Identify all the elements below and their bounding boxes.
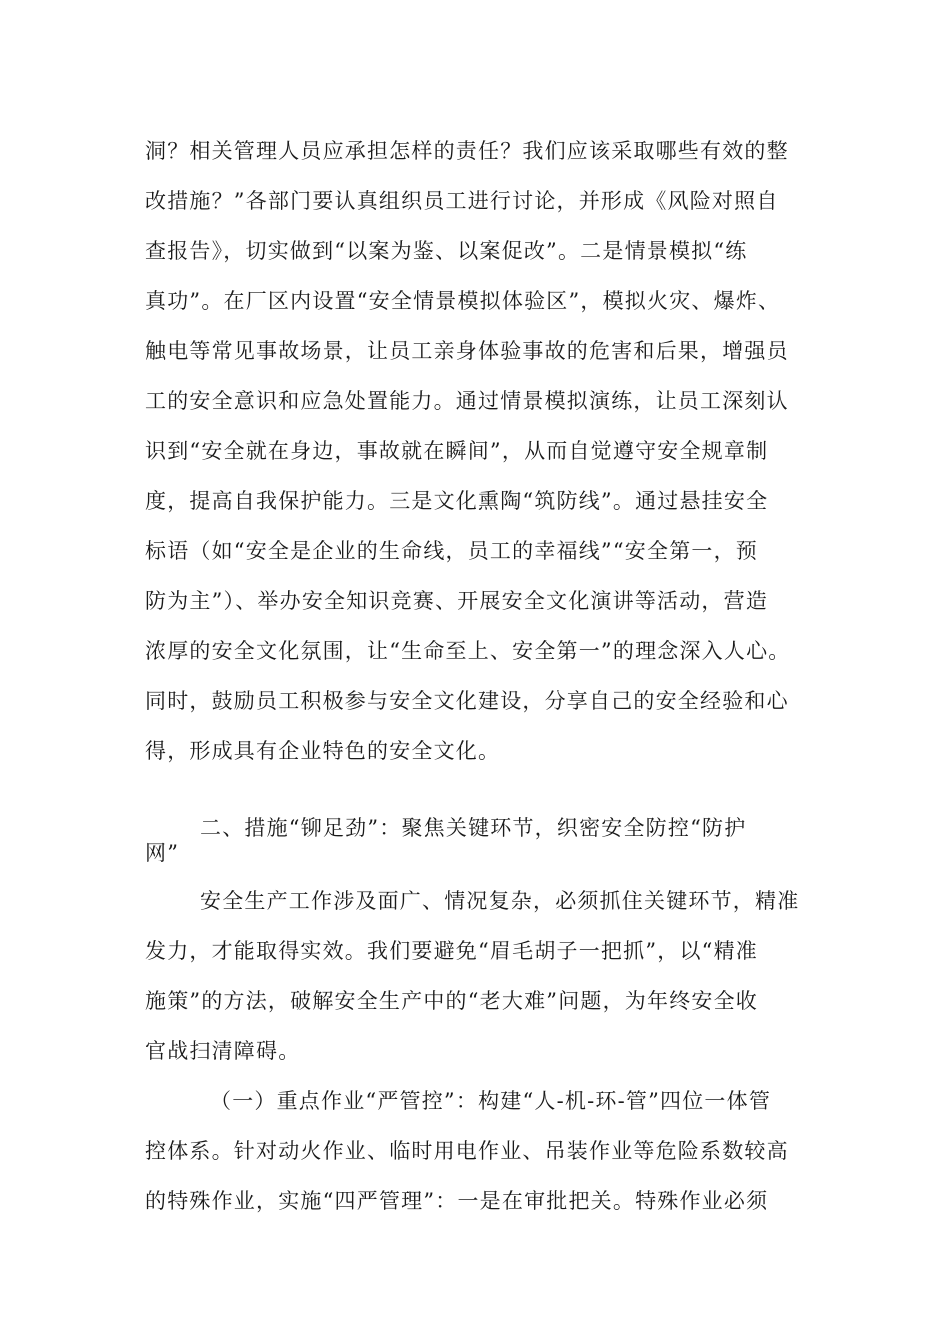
paragraph-line: 洞？相关管理人员应承担怎样的责任？我们应该采取哪些有效的整	[145, 139, 789, 163]
paragraph-line: 防为主”）、举办安全知识竞赛、开展安全文化演讲等活动，营造	[145, 589, 769, 613]
paragraph-line: 官战扫清障碍。	[145, 1039, 301, 1063]
paragraph-line: 真功”。在厂区内设置“安全情景模拟体验区”，模拟火灾、爆炸、	[145, 289, 781, 313]
subsection-heading: （一）重点作业“严管控”：构建“人-机-环-管”四位一体管	[210, 1089, 772, 1113]
paragraph-line: 触电等常见事故场景，让员工亲身体验事故的危害和后果，增强员	[145, 339, 789, 363]
paragraph-line: 同时，鼓励员工积极参与安全文化建设，分享自己的安全经验和心	[145, 689, 789, 713]
paragraph-line: 的特殊作业，实施“四严管理”：一是在审批把关。特殊作业必须	[145, 1189, 769, 1213]
paragraph-line: 得，形成具有企业特色的安全文化。	[145, 739, 501, 763]
paragraph-line: 工的安全意识和应急处置能力。通过情景模拟演练，让员工深刻认	[145, 389, 789, 413]
paragraph-line: 查报告》，切实做到“以案为鉴、以案促改”。二是情景模拟“练	[145, 239, 748, 263]
paragraph-line: 发力，才能取得实效。我们要避免“眉毛胡子一把抓”，以“精准	[145, 939, 759, 963]
paragraph-line: 标语（如“安全是企业的生命线，员工的幸福线”“安全第一，预	[145, 539, 759, 563]
paragraph-line: 识到“安全就在身边，事故就在瞬间”，从而自觉遵守安全规章制	[145, 439, 769, 463]
section-heading-continuation: 网”	[145, 841, 180, 865]
section-heading: 二、措施“铆足劲”：聚焦关键环节，织密安全防控“防护	[200, 816, 747, 840]
paragraph-line: 改措施？”各部门要认真组织员工进行讨论，并形成《风险对照自	[145, 189, 779, 213]
paragraph-line: 控体系。针对动火作业、临时用电作业、吊装作业等危险系数较高	[145, 1139, 789, 1163]
paragraph-line: 安全生产工作涉及面广、情况复杂，必须抓住关键环节，精准	[200, 889, 800, 913]
paragraph-line: 浓厚的安全文化氛围，让“生命至上、安全第一”的理念深入人心。	[145, 639, 791, 663]
paragraph-line: 度，提高自我保护能力。三是文化熏陶“筑防线”。通过悬挂安全	[145, 489, 769, 513]
paragraph-line: 施策”的方法，破解安全生产中的“老大难”问题，为年终安全收	[145, 989, 759, 1013]
